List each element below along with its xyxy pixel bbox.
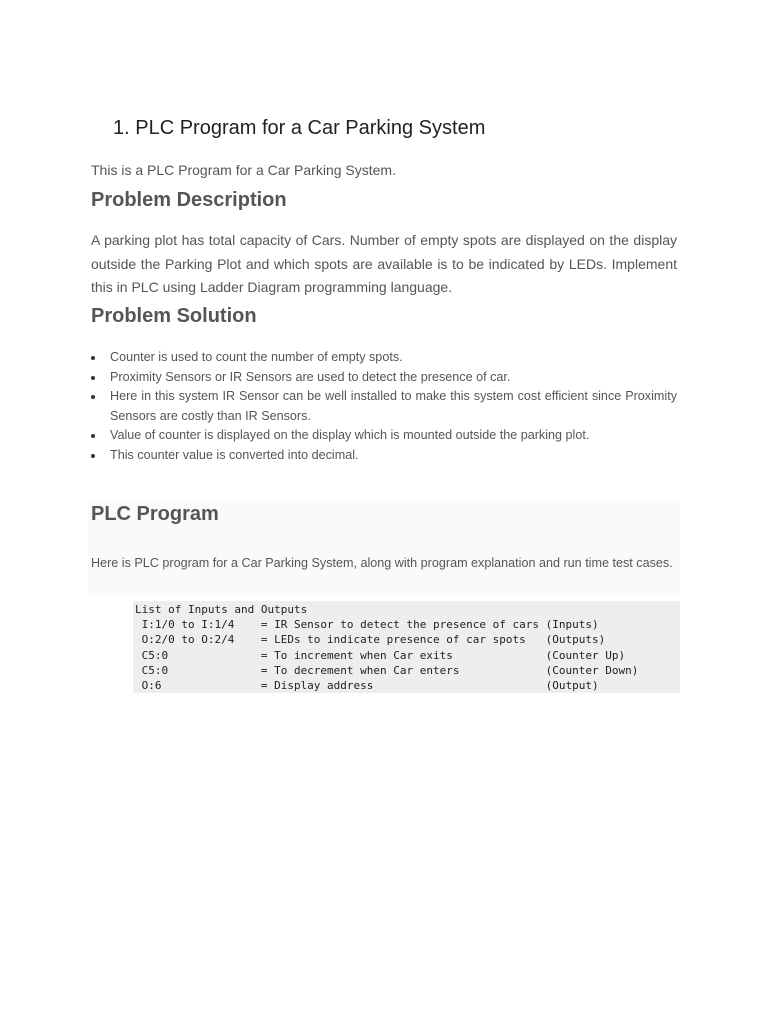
solution-bullet-list [91,348,677,465]
bullet-item: Counter is used to count the number of empty spots. [91,348,677,368]
bullet-item: Here in this system IR Sensor can be well installed to make this system cost efficient since Proximity Sensors are costly than IR Sensors. [91,387,677,426]
bullet-item: Proximity Sensors or IR Sensors are used to detect the presence of car. [91,368,677,388]
bullet-item: Value of counter is displayed on the display which is mounted outside the parking plot. [91,426,677,446]
code-line: O:2/0 to O:2/4 = LEDs to indicate presence of car spots (Outputs) [135,633,606,647]
code-line: C5:0 = To increment when Car exits (Counter Up) [135,648,626,662]
code-text [133,601,680,693]
code-block [133,601,680,693]
problem-description-text: A parking plot has total capacity of Cars. Number of empty spots are displayed on the display outside the Parking Plot and which spots are available is to be indicated by LEDs. Implement this in PLC using Ladder Diagram programming language. [91,232,677,295]
problem-solution-heading: Problem Solution [91,305,257,327]
bullet-item: This counter value is converted into decimal. [91,446,677,466]
code-line: C5:0 = To decrement when Car enters (Counter Down) [135,663,639,677]
plc-program-heading: PLC Program [91,503,219,525]
problem-description-heading: Problem Description [91,189,287,211]
code-line: I:1/0 to I:1/4 = IR Sensor to detect the presence of cars (Inputs) [135,618,599,632]
intro-text: This is a PLC Program for a Car Parking System. [91,162,396,178]
code-line: List of Inputs and Outputs [135,603,308,616]
page-title: 1. PLC Program for a Car Parking System [113,117,486,139]
plc-program-text: Here is PLC program for a Car Parking System, along with program explanation and run time test cases. [91,556,673,570]
code-line: O:6 = Display address (Output) [135,679,599,693]
